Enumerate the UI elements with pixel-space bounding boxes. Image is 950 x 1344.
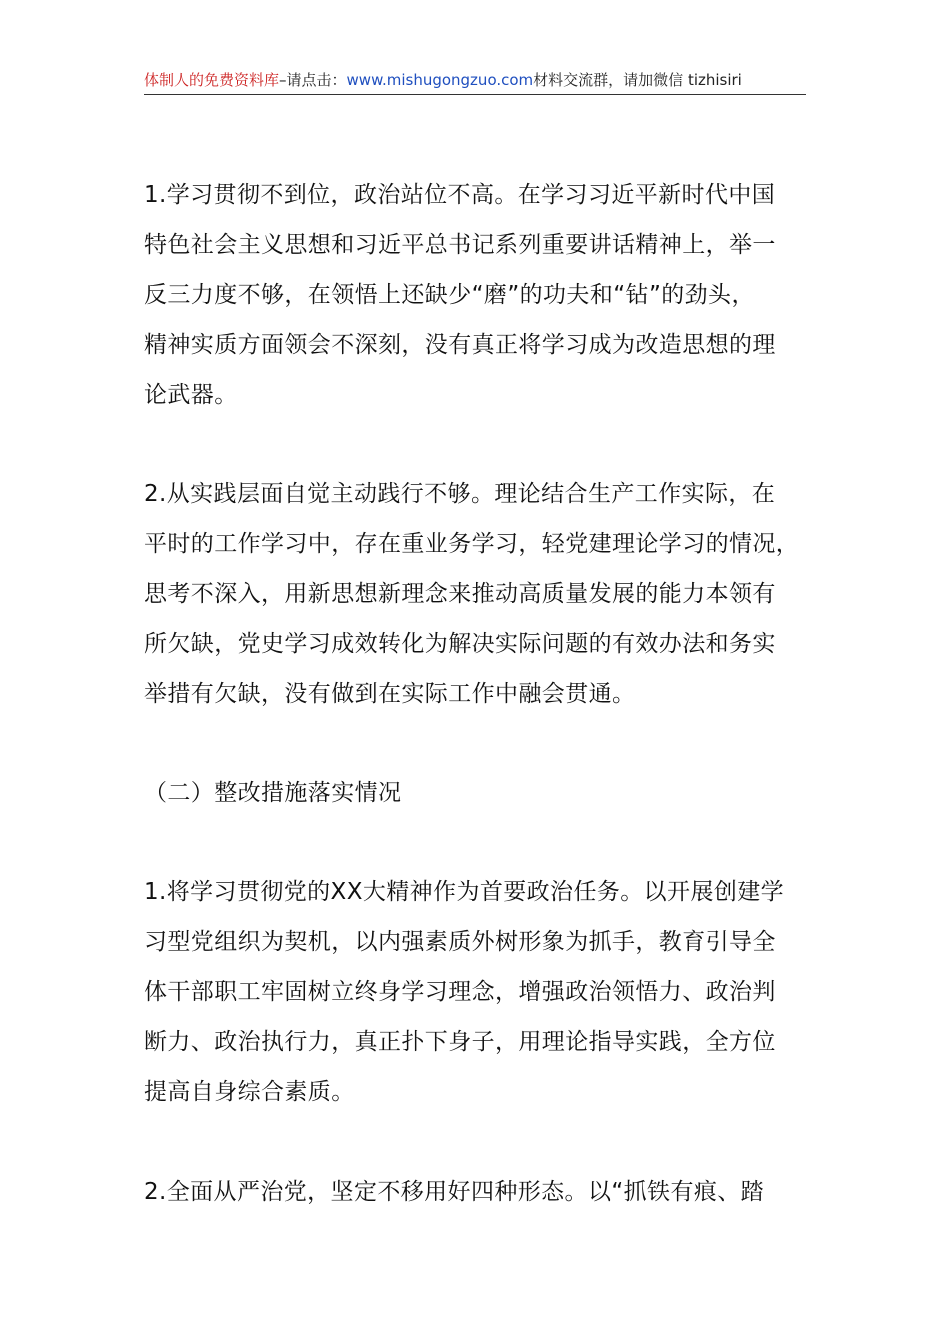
paragraph-measure-2: [144, 1167, 808, 1217]
paragraph-line: 平时的工作学习中，存在重业务学习，轻党建理论学习的情况，: [144, 531, 800, 557]
header-url-link[interactable]: www.mishugongzuo.com: [346, 71, 534, 89]
header-separator: –请点击：: [279, 71, 347, 89]
paragraph-line: 断力、政治执行力，真正扑下身子，用理论指导实践，全方位: [144, 1029, 776, 1055]
paragraph-line: 举措有欠缺，没有做到在实际工作中融会贯通。: [144, 681, 636, 707]
section-heading-text: （二）整改措施落实情况: [144, 780, 402, 806]
paragraph-line: 2.从实践层面自觉主动践行不够。理论结合生产工作实际，在: [144, 481, 776, 507]
paragraph-line: 精神实质方面领会不深刻，没有真正将学习成为改造思想的理: [144, 332, 776, 358]
paragraph-line: 提高自身综合素质。: [144, 1079, 355, 1105]
paragraph-line: 2.全面从严治党，坚定不移用好四种形态。以“抓铁有痕、踏: [144, 1179, 765, 1205]
paragraph-line: 思考不深入，用新思想新理念来推动高质量发展的能力本领有: [144, 581, 776, 607]
header-site-name: 体制人的免费资料库: [144, 71, 280, 89]
paragraph-line: 特色社会主义思想和习近平总书记系列重要讲话精神上，举一: [144, 232, 776, 258]
paragraph-line: 所欠缺，党史学习成效转化为解决实际问题的有效办法和务实: [144, 631, 776, 657]
paragraph-line: 反三力度不够，在领悟上还缺少“磨”的功夫和“钻”的劲头，: [144, 282, 755, 308]
paragraph-issue-1: [144, 170, 808, 420]
paragraph-line: 1.将学习贯彻党的XX大精神作为首要政治任务。以开展创建学: [144, 879, 785, 905]
paragraph-line: 体干部职工牢固树立终身学习理念，增强政治领悟力、政治判: [144, 979, 776, 1005]
paragraph-line: 习型党组织为契机，以内强素质外树形象为抓手，教育引导全: [144, 929, 776, 955]
paragraph-issue-2: [144, 469, 808, 719]
page-header: [144, 66, 806, 95]
paragraph-line: 1.学习贯彻不到位，政治站位不高。在学习习近平新时代中国: [144, 182, 776, 208]
paragraph-measure-1: [144, 867, 808, 1117]
section-heading: [144, 768, 808, 818]
header-tail-text: 材料交流群，请加微信 tizhisiri: [533, 71, 742, 89]
paragraph-line: 论武器。: [144, 382, 238, 408]
